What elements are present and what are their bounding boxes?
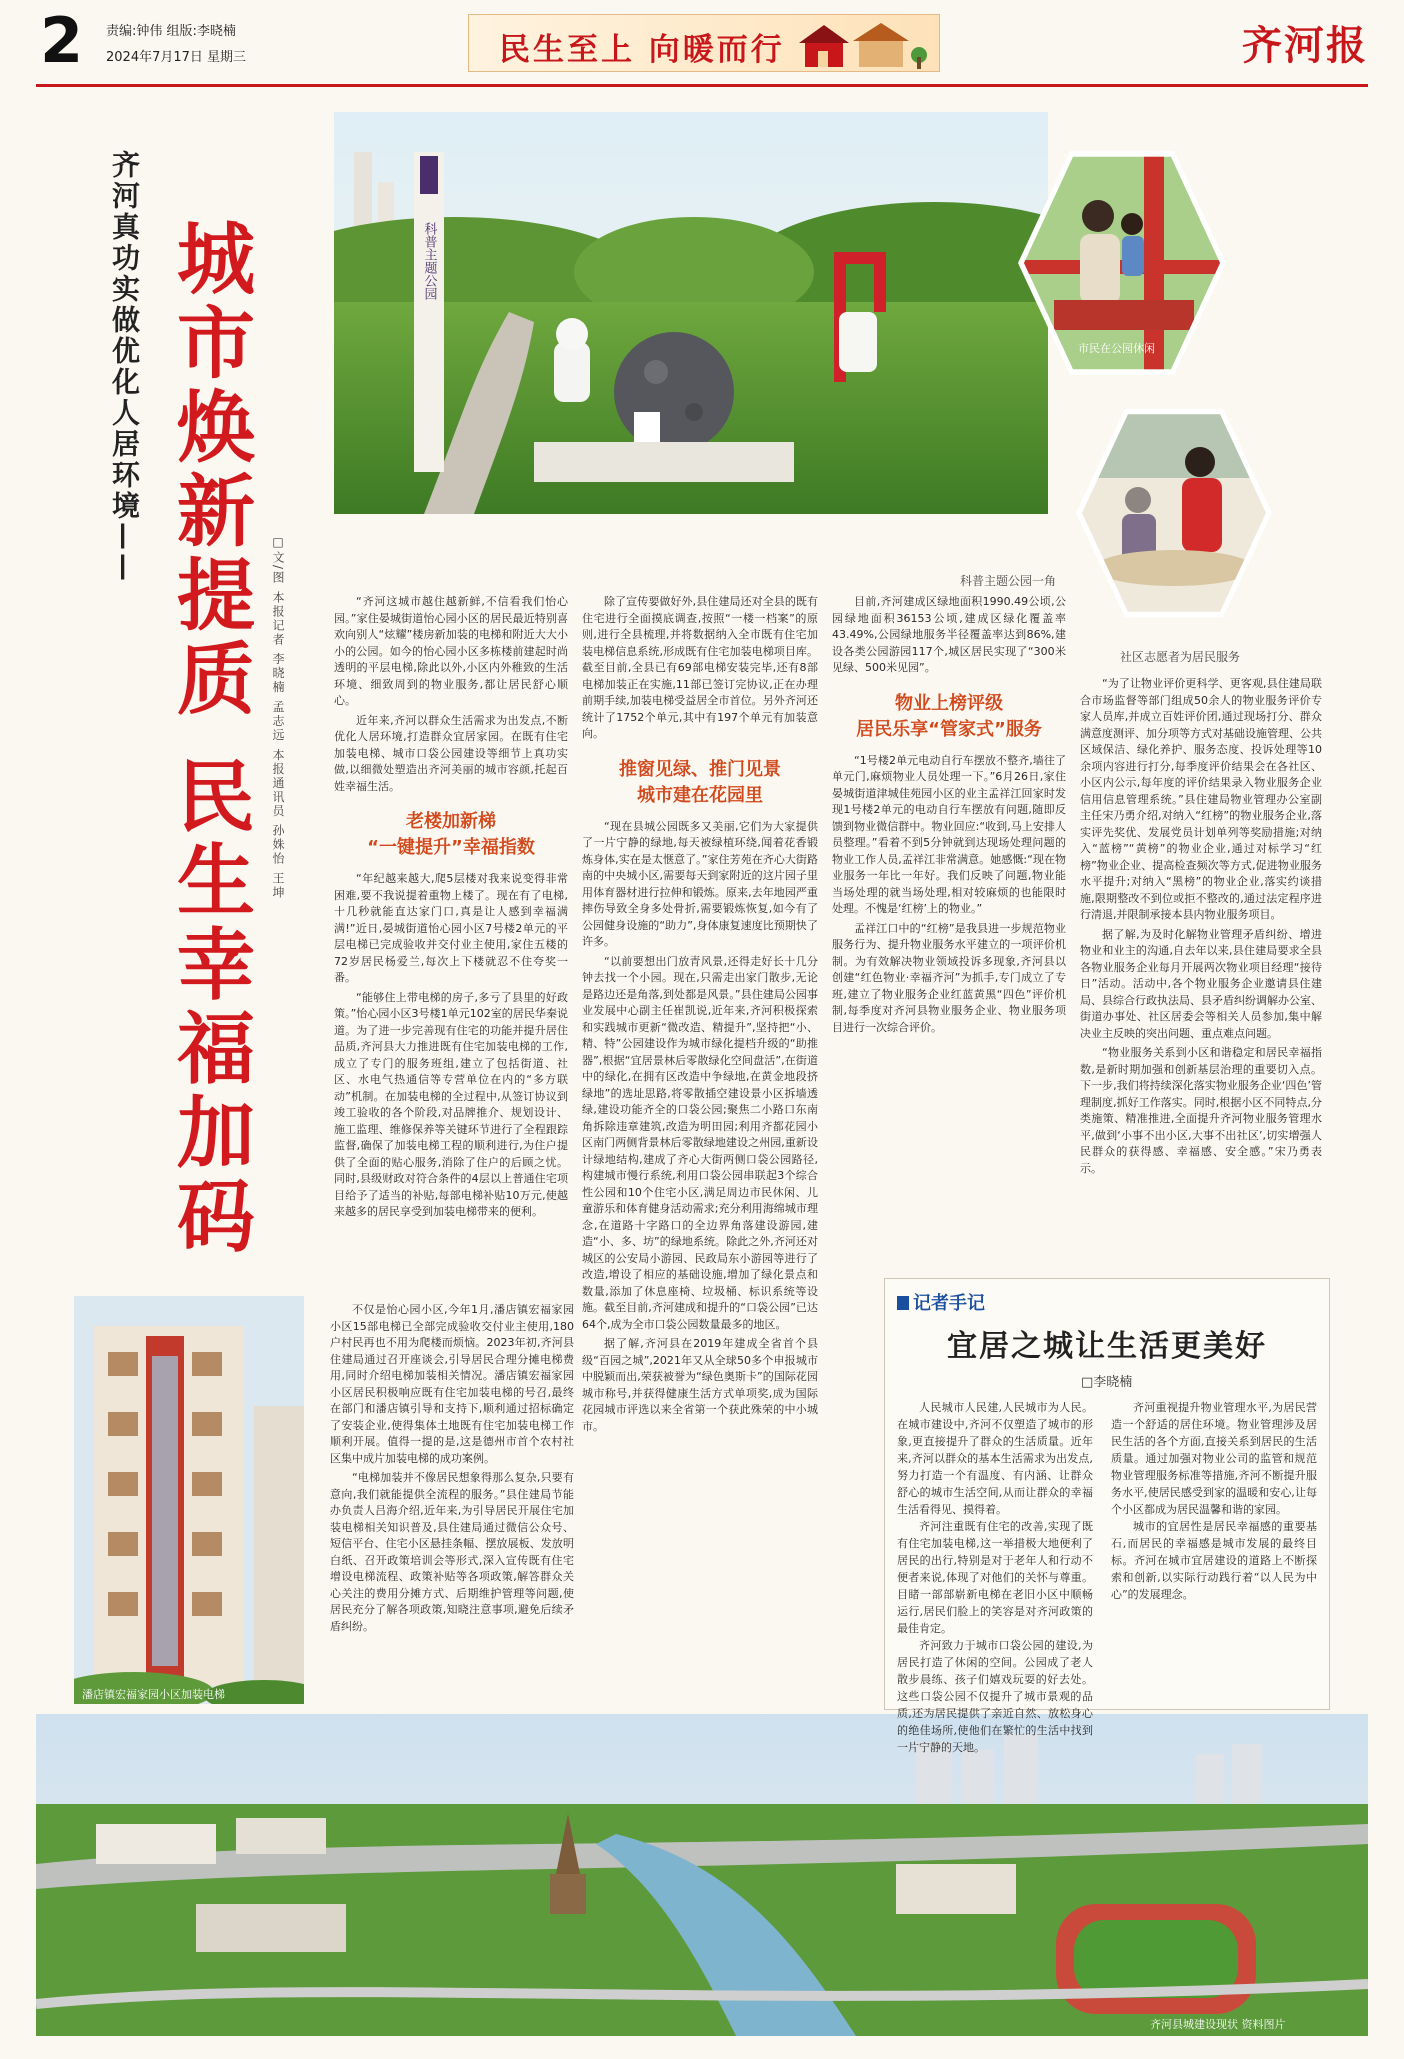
column-banner-text: 民生至上 向暖而行 xyxy=(499,32,785,68)
park-sign-text: 科普主题公园 xyxy=(421,222,437,300)
paragraph: 目前,齐河建成区绿地面积1990.49公顷,公园绿地面积36153公顷,建成区绿化覆盖率43.49%,公园绿地服务半径覆盖率达到86%,建设各类公园游园117个,城区居民实现了“300米见绿、500米见园”。 xyxy=(832,595,1066,674)
commentary-box xyxy=(884,1278,1330,1754)
section-subtitle-elevator xyxy=(334,809,568,861)
paragraph: 孟祥江口中的“红榜”是我县进一步规范物业服务行为、提升物业服务水平建立的一项评价机制。为有效解决物业领域投诉多现象,齐河县以创建“红色物业·幸福齐河”为抓手,专门成立了专班,建立了物业服务企业红蓝黄黑“四色”评价机制,每季度对齐河县物业服务企业、物业服务项目进行一次综合评价。 xyxy=(832,921,1066,1034)
paragraph: 齐河注重既有住宅的改善,实现了既有住宅加装电梯,这一举措极大地便利了居民的出行,特别是对于老年人和行动不便者来说,体现了对他们的关怀与尊重。目睹一部部崭新电梯在老旧小区中顺畅运行,居民们脸上的笑容是对齐河政策的最佳肯定。 xyxy=(897,1520,1093,1635)
volunteer-photo-caption: 社区志愿者为居民服务 xyxy=(1120,650,1241,664)
subtitle-line: 推窗见绿、推门见景 xyxy=(619,758,781,780)
article-column-2 xyxy=(582,594,818,1438)
subtitle-line: 老楼加新梯 xyxy=(406,811,496,832)
paragraph: 不仅是怡心园小区,今年1月,潘店镇宏福家园小区15部电梯已全部完成验收交付业主使用,180户村民再也不用为爬楼而烦恼。2023年初,齐河县住建局通过召开座谈会,引导居民合理分摊电梯费用,同时介绍电梯加装相关情况。潘店镇宏福家园小区居民积极响应既有住宅加装电梯的号召,最终在部门和潘店镇引导和支持下,顺利通过招标确定了安装企业,使得集体土地既有住宅加装电梯工作顺利开展。值得一提的是,这是德州市首个农村社区集中成片加装电梯的成功案例。 xyxy=(330,1303,574,1465)
park-photo xyxy=(334,112,1048,514)
paragraph: 齐河重视提升物业管理水平,为居民营造一个舒适的居住环境。物业管理涉及居民生活的各个方面,直接关系到居民的生活质量。通过加强对物业公司的监管和规范物业管理服务标准等措施,齐河不断提升服务水平,使居民感受到家的温暖和安心,让每个小区都成为居民温馨和谐的家园。 xyxy=(1111,1401,1317,1516)
commentary-tag-text: 记者手记 xyxy=(913,1293,985,1314)
column-banner xyxy=(468,14,940,72)
article-title: 城市焕新提质 民生幸福加码 xyxy=(164,218,254,1260)
page-number: 2 xyxy=(40,4,84,77)
commentary-byline: □李晓楠 xyxy=(1081,1375,1133,1390)
paragraph: “能够住上带电梯的房子,多亏了县里的好政策。”怡心园小区3号楼1单元102室的居民华秦说道。为了进一步完善现有住宅的功能并提升居住品质,齐河县大力推进既有住宅加装电梯的工作,成立了专门的服务班组,建立了包括街道、社区、水电气热通信等专营单位在内的“多方联动”机制。在加装电梯的全过程中,从签订协议到竣工验收的各个阶段,对品牌推介、规划设计、施工监理、维修保养等关键环节进行了全程跟踪监督,确保了加装电梯工程的顺利进行,为住户提供了全面的贴心服务,消除了住户的后顾之忧。同时,县级财政对符合条件的4层以上普通住宅项目给予了适当的补贴,每部电梯补贴10万元,使越来越多的居民享受到加装电梯带来的便利。 xyxy=(334,990,568,1218)
tag-marker-icon xyxy=(897,1296,909,1310)
article-deck: 齐河真功实做优化人居环境—— xyxy=(108,150,141,584)
subtitle-line: 物业上榜评级 xyxy=(895,692,1003,714)
subtitle-line: 城市建在花园里 xyxy=(637,784,763,806)
banner-house-illustration xyxy=(785,17,935,71)
subtitle-line: “一键提升”幸福指数 xyxy=(367,837,535,858)
paragraph: “齐河这城市越住越新鲜,不信看我们怡心园。”家住晏城街道怡心园小区的居民最近特别喜欢向别人“炫耀”楼房新加装的电梯和附近大大小小的公园。如今的怡心园小区多栋楼前建起时尚透明的平层电梯,除此以外,小区内外稚致的生活环境、细致周到的物业服务,都让居民舒心顺心。 xyxy=(334,595,568,707)
leisure-photo-caption: 市民在公园休闲 xyxy=(1078,342,1155,355)
paragraph: 据了解,齐河县在2019年建成全省首个县级“百园之城”,2021年又从全球50多个申报城市中脱颖而出,荣获被誉为“绿色奥斯卡”的国际花园城市称号,并获得健康生活方式单项奖,成为国际花园城市评选以来全省第一个获此殊荣的中小城市。 xyxy=(582,1337,818,1433)
subtitle-line: 居民乐享“管家式”服务 xyxy=(856,718,1042,740)
paragraph: “现在县城公园既多又美丽,它们为大家提供了一片宁静的绿地,每天被绿植环绕,闻着花香锻炼身体,实在是太惬意了。”家住芳苑在齐心大街路南的中央城小区,需要每天到家附近的这片园子里用体育器材进行拉伸和锻炼。原来,去年地园严重摔伤导致全身多处骨折,需要锻炼恢复,如今有了公园健身设施的“助力”,身体康复速度比预期快了许多。 xyxy=(582,819,818,948)
paragraph: “以前要想出门放青风景,还得走好长十几分钟去找一个小园。现在,只需走出家门散步,无论是路边还是角落,到处都是风景。”县住建局公园事业发展中心副主任崔凯说,近年来,齐河积极探索和实践城市更新“微改造、精提升”,坚持把“小、精、特”公园建设作为城市绿化提档升级的“助推器”,根据“宜居景林后零散绿化空间盘活”,在街道中的绿化,在拥有区改造中争绿地,在黄金地段挤绿地”的选址思路,将零散插空建设景小区拆墙透绿,建设功能齐全的口袋公园;聚焦二小路口东南角拆除违章建筑,改造为明田园;利用齐都花园小区南门两侧背景林后零散绿地建设之州园,重新设计绿地结构,建成了齐心大街两侧口袋公园路径,构建城市慢行系统,利用口袋公园串联起3个综合性公园和10个住宅小区,满足周边市民休闲、儿童游乐和体育健身活动需求;充分利用海绵城市理念,在道路十字路口的全边界角落建设游园,建造“小、多、坊”的绿地系统。除此之外,齐河还对城区的公安局小游园、民政局东小游园等进行了改造,增设了相应的基础设施,增加了绿化景点和数量,添加了休息座椅、垃圾桶、标识系统等设施。截至目前,齐河建成和提升的“口袋公园”已达64个,成为全市口袋公园数量最多的地区。 xyxy=(582,954,818,1331)
aerial-photo-caption: 齐河县城建设现状 资料图片 xyxy=(1150,2018,1286,2031)
article-column-1-lower xyxy=(330,1302,574,1638)
paragraph: 齐河致力于城市口袋公园的建设,为居民打造了休闲的空间。公园成了老人散步晨练、孩子们嬉戏玩耍的好去处。这些口袋公园不仅提升了城市景观的品质,还为居民提供了亲近自然、放松身心的绝佳场所,使他们在繁忙的生活中找到一片宁静的天地。 xyxy=(897,1639,1093,1754)
elevator-photo xyxy=(74,1296,304,1704)
paragraph: 近年来,齐河以群众生活需求为出发点,不断优化人居环境,打造群众宜居家园。在既有住宅加装电梯、城市口袋公园建设等细节上真功实做,以细微处塑造出齐河美丽的城市容颜,托起百姓幸福生活。 xyxy=(334,713,568,793)
section-subtitle-parks xyxy=(582,757,818,809)
paragraph: 据了解,为及时化解物业管理矛盾纠纷、增进物业和业主的沟通,自去年以来,县住建局要求全县各物业服务企业每月开展两次物业项目经理“接待日”活动。活动中,各个物业服务企业邀请县住建局、县综合行政执法局、县矛盾纠纷调解办公室、街道办事处、社区居委会等相关人员参加,集中解决业主反映的突出问题、重点难点问题。 xyxy=(1080,927,1322,1040)
commentary-title: 宜居之城让生活更美好 xyxy=(947,1329,1267,1364)
paragraph: “物业服务关系到小区和谐稳定和居民幸福指数,是新时期加强和创新基层治理的重要切入点。下一步,我们将持续深化落实物业服务企业‘四色’管理制度,抓好工作落实。同时,根据小区不同特点,分类施策、精准推进,全面提升齐河物业服务管理水平,做到‘小事不出小区,大事不出社区’,切实增强人民群众的获得感、幸福感、安全感。”宋乃勇表示。 xyxy=(1080,1046,1322,1175)
article-byline: □文/图 本报记者 李晓楠 孟志远 本报通讯员 孙姝怡 王坤 xyxy=(271,535,285,900)
aerial-photo xyxy=(36,1714,1368,2036)
commentary-column-1 xyxy=(897,1399,1093,1756)
paragraph: “年纪越来越大,爬5层楼对我来说变得非常困难,要不我说提着重物上楼了。现在有了电梯,十几秒就能直达家门口,真是让人感到幸福满满!”近日,晏城街道怡心园小区7号楼2单元的平层电梯已完成验收并交付业主使用,家住五楼的72岁居民杨爱兰,每次上下楼就忍不住夸奖一番。 xyxy=(334,872,568,984)
article-column-4 xyxy=(1080,676,1322,1180)
paragraph: “1号楼2单元电动自行车摆放不整齐,墙往了单元门,麻烦物业人员处理一下。”6月26日,家住晏城街道津城佳苑园小区的业主孟祥江回家时发现1号楼2单元的电动自行车摆放有问题,随即反馈到物业微信群中。物业回应:“收到,马上安排人员整理。”看着不到5分钟就到达现场处理问题的物业工作人员,孟祥江非常满意。她感慨:“现在物业服务一年比一年好。我们反映了问题,物业能当场处理的就当场处理,相对较麻烦的也能限时处理。不愧是‘红榜’上的物业。” xyxy=(832,753,1066,915)
article-column-1 xyxy=(334,594,568,1224)
paragraph: 城市的宜居性是居民幸福感的重要基石,而居民的幸福感是城市发展的最终目标。齐河在城市宜居建设的道路上不断探索和创新,以实际行动践行着“以人民为中心”的发展理念。 xyxy=(1111,1520,1317,1601)
issue-date: 2024年7月17日 星期三 xyxy=(106,50,247,65)
article-column-3 xyxy=(832,594,1066,1039)
section-subtitle-property xyxy=(832,691,1066,743)
masthead: 齐河报 xyxy=(1242,22,1368,69)
paragraph: 除了宣传要做好外,县住建局还对全县的既有住宅进行全面摸底调查,按照“一楼一档案”的原则,进行全县梳理,并将数据纳入全市既有住宅加装电梯信息系统,形成既有住宅加装电梯项目库。截至目前,全县已有69部电梯安装完毕,还有8部电梯加装正在实施,11部已签订完协议,正在办理前期手续,加装电梯受益居全市首位。另外齐河还统计了1752个单元,其中有197个单元有加装意向。 xyxy=(582,595,818,740)
paragraph: “为了让物业评价更科学、更客观,县住建局联合市场监督等部门组成50余人的物业服务评价专家人员库,并成立百姓评价团,通过现场打分、群众满意度测评、加分项等方式对基础设施管理、公共区域保洁、绿化养护、服务态度、投诉处理等10余项内容进行打分,每季度评价结果会在各社区、小区内公示,每年度的评价结果录入物业服务企业信用信息管理系统。”县住建局物业管理办公室副主任宋乃勇介绍,对纳入“红榜”的物业服务企业,落实评先奖优、发展党员计划单列等奖励措施;对纳入“蓝榜”“黄榜”的物业企业,通过对标学习“红榜”物业企业、提高检查频次等方式,促进物业服务水平提升;对纳入“黑榜”的物业企业,落实约谈措施,限期整改不到位或拒不整改的,通过法定程序进行清退,并限制承接本县内物业服务项目。 xyxy=(1080,677,1322,921)
commentary-tag xyxy=(897,1289,985,1315)
header-rule xyxy=(36,84,1368,87)
volunteer-photo xyxy=(1082,408,1266,618)
elevator-photo-caption: 潘店镇宏福家园小区加装电梯 xyxy=(82,1688,225,1701)
paragraph: 人民城市人民建,人民城市为人民。在城市建设中,齐河不仅塑造了城市的形象,更直接提升了群众的生活质量。近年来,齐河以群众的基本生活需求为出发点,努力打造一个有温度、有内涵、让群众舒心的城市生活空间,从而让群众的幸福生活看得见、摸得着。 xyxy=(897,1401,1093,1516)
park-photo-caption: 科普主题公园一角 xyxy=(960,574,1057,588)
paragraph: “电梯加装并不像居民想象得那么复杂,只要有意向,我们就能提供全流程的服务。”县住建局节能办负责人吕海介绍,近年来,为引导居民开展住宅加装电梯相关知识普及,县住建局通过微信公众号、短信平台、住宅小区悬挂条幅、摆放展板、发放明白纸、召开政策培训会等形式,深入宣传既有住宅增设电梯流程、政策补贴等各项政策,解答群众关心关注的费用分摊方式、后期维护管理等问题,使居民充分了解各项政策,知晓注意事项,避免后续矛盾纠纷。 xyxy=(330,1471,574,1633)
commentary-column-2 xyxy=(1111,1399,1317,1603)
editor-credits: 责编:钟伟 组版:李晓楠 xyxy=(106,24,236,39)
